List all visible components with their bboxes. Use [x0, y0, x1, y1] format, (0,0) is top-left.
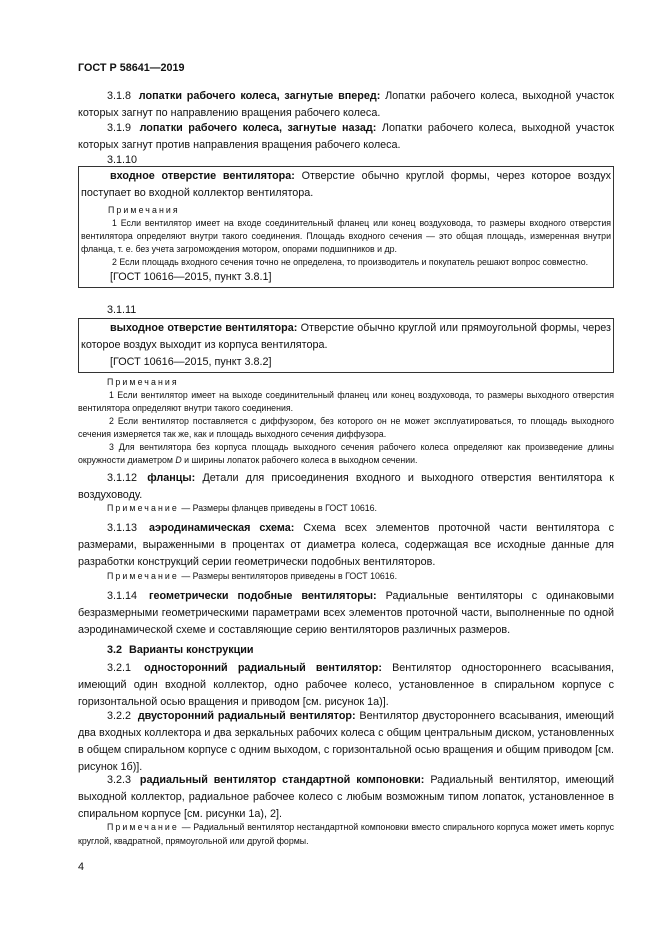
term: фланцы:: [147, 472, 196, 484]
clause-3-2-3: [78, 772, 614, 823]
notes-label-line: [81, 204, 611, 217]
notes-block-3-1-11: [78, 376, 614, 467]
clause-3-2-1: [78, 660, 614, 711]
note-1: 1 Если вентилятор имеет на входе соединительный фланец или конец воздуховода, то размеры входного отверстия вентилятора определяют внутри такого соединения. Площадь входного сечения — это общая площадь, измеренная внутри фланца, т. е. без учета загромождения мотором, опорами подшипников и др.: [81, 217, 611, 254]
note-text: — Размеры фланцев приведены в ГОСТ 10616.: [181, 503, 378, 513]
note-2: 2 Если вентилятор поставляется с диффузором, без которого он не может эксплуатироваться, то площадь выходного сечения измеряется так же, как и площадь выходного сечения диффузора.: [78, 416, 614, 439]
clause-number: 3.1.12: [107, 472, 138, 484]
clause-number: 3.1.14: [107, 590, 138, 602]
definition: Детали для присоединения входного и выходного отверстия вентилятора к воздуховоду.: [78, 472, 615, 501]
clause-3-1-9: [78, 120, 614, 154]
section-number: 3.2: [107, 644, 123, 656]
note-3-text-after: и ширины лопаток рабочего колеса в выходном сечении.: [181, 455, 418, 465]
term: односторонний радиальный вентилятор:: [144, 662, 382, 674]
section-heading-3-2: [78, 642, 614, 659]
clause-3-1-12: [78, 470, 614, 504]
definition: Радиальные вентиляторы с одинаковыми безразмерными геометрическими параметрами всех элементов проточной части, выполненные по одной аэродинамической схеме и составляющие серию вентиляторов различных размеров.: [78, 590, 615, 636]
clause-3-1-13: [78, 520, 614, 571]
diameter-symbol: D: [175, 455, 182, 465]
definition: Вентилятор одностороннего всасывания, имеющий один входной коллектор, одно рабочее колесо, установленное в спиральном корпусе с горизонтальной осью вращения и приводом [см. рисунок 1а)].: [78, 662, 615, 708]
clause-number: 3.2.2: [107, 710, 132, 722]
definition: Отверстие обычно круглой формы, через которое воздух поступает во входной коллектор вентилятора.: [81, 170, 612, 199]
definition: Лопатки рабочего колеса, выходной участок которых загнут по направлению вращения рабочего колеса.: [78, 90, 615, 119]
term: лопатки рабочего колеса, загнутые назад:: [139, 122, 377, 134]
document-header: [78, 60, 614, 77]
section-title: Варианты конструкции: [129, 644, 254, 656]
note-2: 2 Если площадь входного сечения точно не определена, то производитель и покупатель решают вопрос совместно.: [112, 256, 589, 267]
term: лопатки рабочего колеса, загнутые вперед:: [138, 90, 381, 102]
note-label: Примечание: [107, 822, 179, 832]
source-reference: [ГОСТ 10616—2015, пункт 3.8.2]: [110, 356, 272, 368]
note-3-1-12: [78, 502, 614, 515]
clause-number: 3.2.1: [107, 662, 132, 674]
definition: Лопатки рабочего колеса, выходной участок которых загнут против направления вращения рабочего колеса.: [78, 122, 615, 151]
term-definition: [81, 320, 611, 354]
definition: Отверстие обычно круглой или прямоугольной формы, через которое воздух выходит из корпуса вентилятора.: [81, 322, 611, 351]
notes-label: Примечания: [108, 204, 180, 215]
clause-number: 3.1.8: [107, 90, 132, 102]
note-text: — Размеры вентиляторов приведены в ГОСТ 10616.: [181, 571, 398, 581]
clause-3-2-2: [78, 708, 614, 776]
term: геометрически подобные вентиляторы:: [149, 590, 377, 602]
definition: Схема всех элементов проточной части вентилятора с размерами, выраженными в процентах от диаметра колеса, содержащая все исходные данные для разработки конструкций серии геометрически подобных вентиляторов.: [78, 522, 614, 568]
clause-3-1-11-number: 3.1.11: [107, 304, 137, 316]
note-3-text-before: 3 Для вентилятора без корпуса площадь выходного сечения рабочего колеса определяют как произведение длины окружности диаметром: [78, 442, 614, 465]
term-definition: [81, 168, 611, 202]
clause-3-1-10-number: 3.1.10: [107, 154, 138, 166]
term: входное отверстие вентилятора:: [110, 170, 295, 182]
clause-number: 3.1.13: [107, 522, 138, 534]
clause-3-1-14: [78, 588, 614, 639]
notes-label-line: [78, 376, 614, 389]
term: радиальный вентилятор стандартной компоновки:: [139, 774, 425, 786]
definition: Радиальный вентилятор, имеющий выходной коллектор, радиальное рабочее колесо с любым возможным типом лопаток, установленное в спиральном корпусе [см. рисунки 1а), 2].: [78, 774, 615, 820]
notes-label: Примечания: [107, 377, 179, 387]
note-3-1-13: [78, 570, 614, 583]
note-label: Примечание: [107, 503, 179, 513]
note-text: — Радиальный вентилятор нестандартной компоновки вместо спирального корпуса может иметь корпус круглой, квадратной, прямоугольной или другой формы.: [78, 822, 614, 846]
term-box-3-1-10: [78, 166, 614, 288]
definition: Вентилятор двустороннего всасывания, имеющий два входных коллектора и два зеркальных рабочих колеса с общим центральным диском, установленных в общем спиральном корпусе с одним выходом, с горизонтальной осью вращения и общим приводом [см. рисунок 1б)].: [78, 710, 615, 773]
term-box-3-1-11: [78, 318, 614, 373]
note-label: Примечание: [107, 571, 179, 581]
clause-number: 3.2.3: [107, 774, 132, 786]
term: аэродинамическая схема:: [148, 522, 295, 534]
notes-block: [81, 204, 611, 269]
standard-code: ГОСТ Р 58641—2019: [78, 62, 185, 74]
clause-3-1-8: [78, 88, 614, 122]
term: выходное отверстие вентилятора:: [110, 322, 298, 334]
term: двусторонний радиальный вентилятор:: [137, 710, 356, 722]
note-3: [78, 441, 614, 467]
note-1: 1 Если вентилятор имеет на выходе соединительный фланец или конец воздуховода, то размеры выходного отверстия вентилятора определяют внутри такого соединения.: [78, 390, 614, 413]
source-reference: [ГОСТ 10616—2015, пункт 3.8.1]: [110, 270, 272, 283]
clause-number: 3.1.9: [107, 122, 132, 134]
page-number: 4: [78, 861, 85, 873]
note-3-2-3: [78, 820, 614, 848]
